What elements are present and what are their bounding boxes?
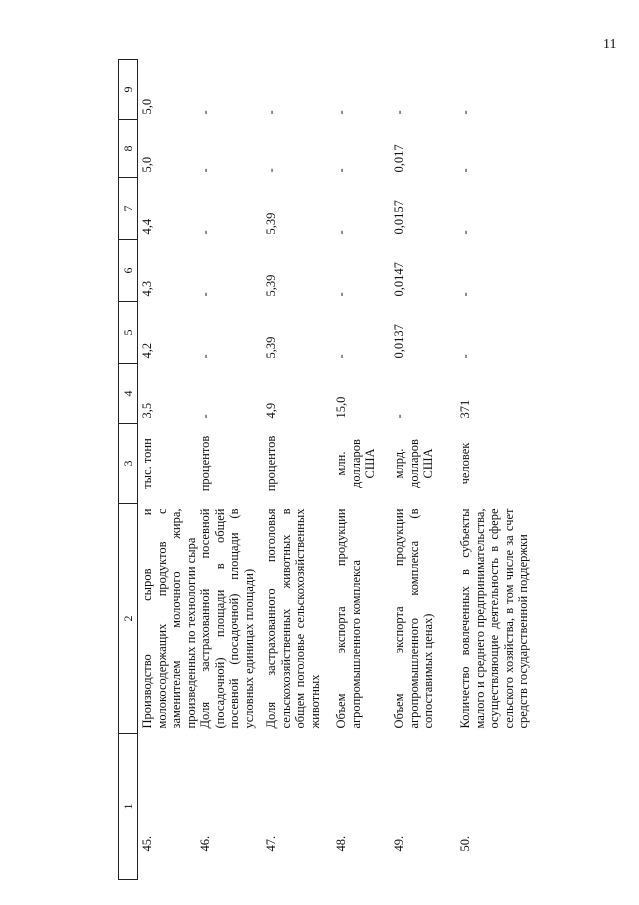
row-value: -: [334, 110, 348, 115]
row-value: -: [334, 168, 348, 173]
row-unit: человек: [458, 442, 472, 485]
row-unit: процентов: [264, 435, 278, 492]
row-unit: тыс. тонн: [140, 438, 154, 489]
column-header: 4: [119, 364, 138, 424]
row-value: 0,0157: [392, 200, 406, 235]
page-number: 11: [603, 37, 617, 52]
row-value: 0,0147: [392, 262, 406, 297]
column-header: 6: [119, 240, 138, 302]
row-value: 0,017: [392, 144, 406, 173]
row-value: 371: [458, 399, 472, 419]
row-value: 5,39: [264, 274, 278, 297]
row-value: -: [458, 230, 472, 235]
row-value: -: [198, 414, 212, 419]
row-description: Объем экспорта продукции агропромышленного комплекса: [334, 508, 363, 729]
row-value: 0,0137: [392, 324, 406, 359]
row-description: Производство сыров и молокосодержащих продуктов с заменителем молочного жира, произведенных по технологии сыра: [140, 508, 198, 729]
column-header: 3: [119, 424, 138, 504]
column-header: 7: [119, 178, 138, 240]
row-value: 5,39: [264, 212, 278, 235]
rotated-table-container: [118, 60, 530, 880]
table-row: [264, 60, 334, 880]
row-value: -: [458, 354, 472, 359]
row-value: -: [392, 414, 406, 419]
indicators-table: [118, 59, 531, 880]
row-value: -: [198, 292, 212, 297]
row-value: 15,0: [334, 396, 348, 419]
row-number: 50.: [458, 835, 472, 852]
row-value: -: [264, 110, 278, 115]
row-value: 5,39: [264, 336, 278, 359]
row-value: -: [198, 354, 212, 359]
row-value: -: [458, 110, 472, 115]
row-number: 45.: [140, 835, 154, 852]
row-description: Доля застрахованного поголовья сельскохозяйственных животных в общем поголовье сельскохозяйственных животных: [264, 508, 322, 729]
row-number: 46.: [198, 835, 212, 852]
row-value: -: [458, 292, 472, 297]
row-description: Объем экспорта продукции агропромышленного комплекса (в сопоставимых ценах): [392, 508, 435, 729]
row-value: -: [264, 168, 278, 173]
row-unit: млн. долларов США: [334, 439, 377, 488]
table-row: [392, 60, 458, 880]
row-value: 5,0: [140, 98, 154, 115]
row-description: Количество вовлеченных в субъекты малого и среднего предпринимательства, осуществляющие деятельность в сфере сельского хозяйства, в том числе за счет средств государственной поддержки: [458, 508, 530, 729]
table-row: [334, 60, 392, 880]
row-value: -: [198, 168, 212, 173]
table-row: [458, 60, 531, 880]
table-row: [138, 60, 199, 880]
row-number: 47.: [264, 835, 278, 852]
row-value: 4,4: [140, 218, 154, 235]
row-value: 3,5: [140, 402, 154, 419]
column-header: 8: [119, 120, 138, 178]
row-value: -: [392, 110, 406, 115]
row-value: -: [198, 110, 212, 115]
header-row: [119, 60, 138, 880]
column-header: 9: [119, 60, 138, 120]
column-header: 1: [119, 734, 138, 880]
column-header: 5: [119, 302, 138, 364]
row-description: Доля застрахованной посевной (посадочной) площади в общей посевной (посадочной) площади (в условных единицах площади): [198, 508, 256, 729]
row-number: 48.: [334, 835, 348, 852]
row-value: 5,0: [140, 156, 154, 173]
row-value: -: [198, 230, 212, 235]
row-unit: млрд. долларов США: [392, 439, 435, 488]
column-header: 2: [119, 504, 138, 734]
row-value: 4,9: [264, 402, 278, 419]
row-number: 49.: [392, 835, 406, 852]
row-value: -: [334, 230, 348, 235]
row-value: -: [334, 292, 348, 297]
row-value: -: [334, 354, 348, 359]
row-value: 4,3: [140, 280, 154, 297]
row-unit: процентов: [198, 435, 212, 492]
table-row: [198, 60, 264, 880]
row-value: 4,2: [140, 342, 154, 359]
row-value: -: [458, 168, 472, 173]
